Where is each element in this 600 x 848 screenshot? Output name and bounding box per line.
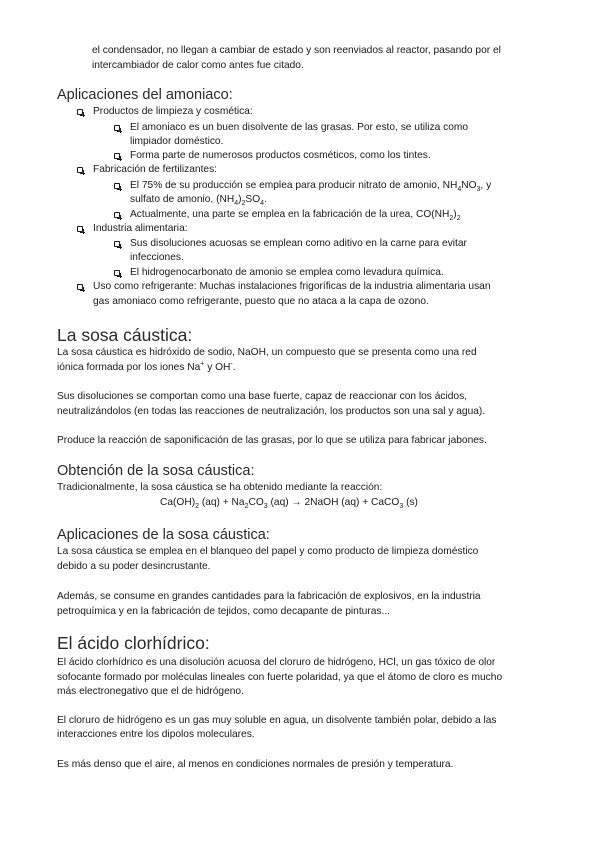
checkbox-bullet-icon [114, 153, 120, 159]
checkbox-bullet-icon [114, 125, 120, 131]
list-item: El hidrogenocarbonato de amonio se emplea como levadura química. [130, 267, 444, 278]
paragraph-line: Sus disoluciones se comportan como una base fuerte, capaz de reaccionar con los ácidos, [57, 391, 467, 402]
paragraph-line: El cloruro de hidrógeno es un gas muy soluble en agua, un disolvente también polar, debido a las [57, 715, 497, 726]
subheading-obtencion: Obtención de la sosa cáustica: [57, 463, 255, 479]
list-item: Fabricación de fertilizantes: [93, 164, 218, 175]
list-item-cont: limpiador doméstico. [130, 136, 224, 147]
checkbox-bullet-icon [77, 109, 83, 115]
intro-line: el condensador, no llegan a cambiar de estado y son reenviados al reactor, pasando por el [92, 45, 501, 56]
paragraph-line: interacciones entre los dipolos moleculares. [57, 729, 255, 740]
intro-line: intercambiador de calor como antes fue citado. [92, 60, 304, 71]
list-item: Actualmente, una parte se emplea en la fabricación de la urea, $CO(NH_2)_2$ [130, 209, 461, 223]
paragraph-line: petroquímica y en la fabricación de tejidos, como decapante de pinturas... [57, 606, 390, 617]
list-item-cont: sulfato de amonio, $(NH_4)_2SO_4$. [130, 194, 267, 208]
list-item: Productos de limpieza y cosmética: [93, 106, 253, 117]
paragraph-line: debido a su poder desincrustante. [57, 561, 211, 572]
paragraph-line: La sosa cáustica es hidróxido de sodio, NaOH, un compuesto que se presenta como una red [57, 347, 477, 358]
paragraph-line: Tradicionalmente, la sosa cáustica se ha obtenido mediante la reacción: [57, 482, 383, 493]
section-title-acido: El ácido clorhídrico: [57, 633, 210, 653]
paragraph-line: Es más denso que el aire, al menos en condiciones normales de presión y temperatura. [57, 759, 454, 770]
paragraph-line: El ácido clorhídrico es una disolución acuosa del cloruro de hidrógeno, HCl, un gas tóxico de olor [57, 657, 496, 668]
list-item-cont: infecciones. [130, 252, 184, 263]
list-item-cont: gas amoniaco como refrigerante, puesto que no ataca a la capa de ozono. [93, 296, 429, 307]
checkbox-bullet-icon [114, 212, 120, 218]
checkbox-bullet-icon [77, 167, 83, 173]
paragraph-line: sofocante formado por moléculas lineales con fuerte polaridad, ya que el átomo de cloro es mucho [57, 672, 503, 683]
list-item: Sus disoluciones acuosas se emplean como aditivo en la carne para evitar [130, 238, 467, 249]
section-title-sosa: La sosa cáustica: [57, 325, 193, 345]
paragraph-line: Produce la reacción de saponificación de las grasas, por lo que se utiliza para fabricar jabones. [57, 435, 487, 446]
list-item: Industria alimentaria: [93, 223, 188, 234]
chemical-equation: $Ca(OH)_2$ $(aq) + Na_2CO_3$ (aq) → 2NaOH (aq) + CaCO$_3$ (s) [160, 497, 418, 511]
paragraph-line: iónica formada por los iones Na+ y OH-. [57, 360, 236, 373]
paragraph-line: neutralizándolos (en todas las reacciones de neutralización, los productos son una sal y agua). [57, 406, 486, 417]
list-item: El amoniaco es un buen disolvente de las grasas. Por esto, se utiliza como [130, 122, 469, 133]
checkbox-bullet-icon [77, 284, 83, 290]
list-item: Uso como refrigerante: Muchas instalaciones frigoríficas de la industria alimentaria usan [93, 281, 491, 292]
checkbox-bullet-icon [114, 241, 120, 247]
checkbox-bullet-icon [114, 270, 120, 276]
subheading-aplicaciones-sosa: Aplicaciones de la sosa cáustica: [57, 527, 270, 543]
checkbox-bullet-icon [77, 226, 83, 232]
paragraph-line: Además, se consume en grandes cantidades para la fabricación de explosivos, en la industria [57, 591, 481, 602]
checkbox-bullet-icon [114, 183, 120, 189]
section-heading-amoniaco: Aplicaciones del amoniaco: [57, 87, 233, 103]
list-item: Forma parte de numerosos productos cosméticos, como los tintes. [130, 150, 431, 161]
paragraph-line: La sosa cáustica se emplea en el blanqueo del papel y como producto de limpieza doméstico [57, 546, 479, 557]
paragraph-line: más electronegativo que el de hidrógeno. [57, 686, 244, 697]
list-item: El 75% de su producción se emplea para producir nitrato de amonio, $NH_4NO_3$, y [130, 180, 492, 194]
